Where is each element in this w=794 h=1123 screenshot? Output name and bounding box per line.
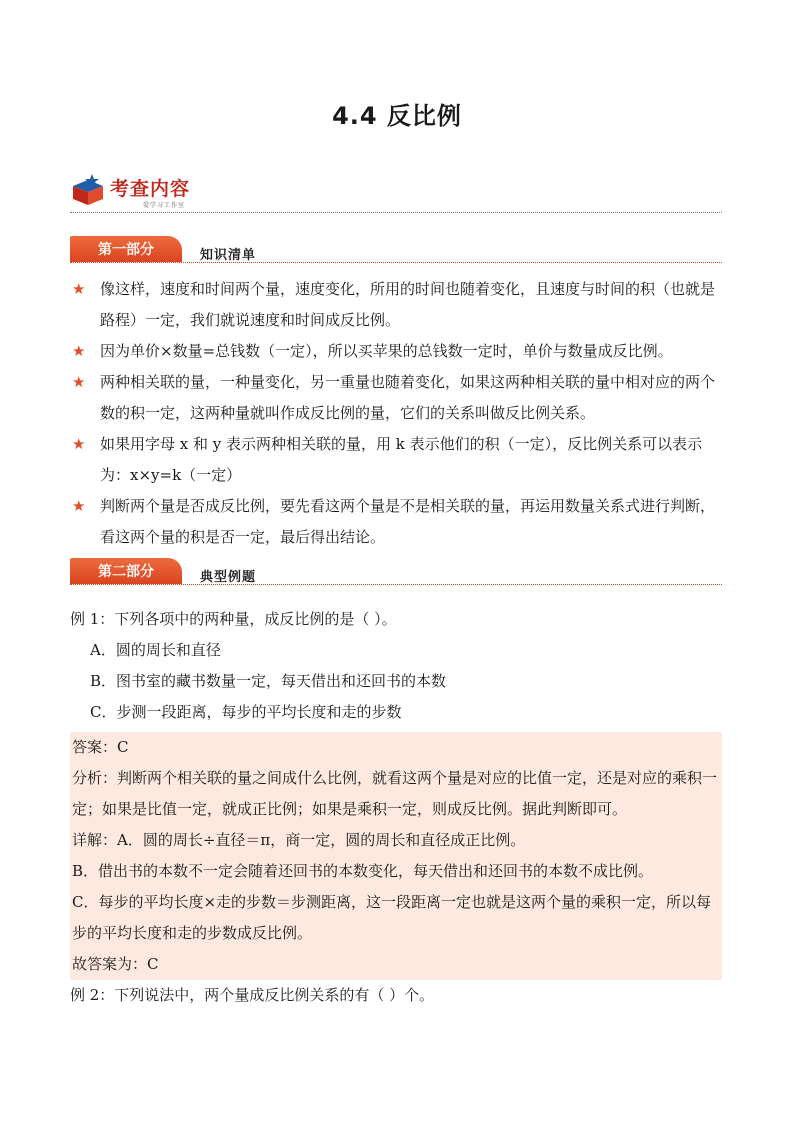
- section-2-header: [70, 558, 722, 588]
- section-1-tab: [70, 236, 182, 262]
- divider: [70, 212, 722, 213]
- answer: 答案：C: [72, 738, 129, 756]
- section-1-subtitle: 知识清单: [200, 248, 257, 263]
- example-2-question: 例 2：下列说法中，两个量成反比例关系的有（ ）个。: [70, 986, 435, 1004]
- list-item: ★ 判断两个量是否成反比例，要先看这两个量是不是相关联的量，再运用数量关系式进行判断，看这两个量的积是否一定，最后得出结论。: [70, 491, 722, 553]
- star-icon: ★: [72, 342, 86, 360]
- page-title: 4.4 反比例: [332, 102, 462, 130]
- star-icon: ★: [72, 373, 86, 391]
- analysis: 分析：判断两个相关联的量之间成什么比例，就看这两个量是对应的比值一定，还是对应的乘积一定；如果是比值一定，就成正比例；如果是乘积一定，则成反比例。据此判断即可。: [72, 769, 718, 818]
- section-2-tab: [70, 558, 182, 584]
- detail-b: B．借出书的本数不一定会随着还回书的本数变化，每天借出和还回书的本数不成比例。: [72, 862, 654, 880]
- example-1-option-b: B．图书室的藏书数量一定，每天借出和还回书的本数: [90, 672, 447, 690]
- logo-subtitle: 爱学习工作室: [143, 202, 186, 209]
- example-1-question: 例 1：下列各项中的两种量，成反比例的是（ ）。: [70, 610, 397, 628]
- star-icon: ★: [72, 280, 86, 298]
- section-1-header: [70, 236, 722, 266]
- star-icon: ★: [72, 435, 86, 453]
- section-logo: [70, 172, 210, 212]
- detail-c: C．每步的平均长度×走的步数＝步测距离，这一段距离一定也就是这两个量的乘积一定，所以每步的平均长度和走的步数成反比例。: [72, 893, 712, 942]
- book-star-icon: [70, 172, 106, 208]
- section-2-rule: [70, 584, 722, 585]
- section-2-subtitle: 典型例题: [200, 570, 257, 585]
- detail-a: 详解：A．圆的周长÷直径＝π，商一定，圆的周长和直径成正比例。: [72, 831, 526, 849]
- answer-box: [70, 732, 722, 980]
- list-item: ★ 两种相关联的量，一种量变化，另一重量也随着变化，如果这两种相关联的量中相对应的两个数的积一定，这两种量就叫作成反比例的量，它们的关系叫做反比例关系。: [70, 367, 722, 429]
- knowledge-list: [70, 274, 722, 553]
- final-answer: 故答案为：C: [72, 955, 159, 973]
- example-1-option-c: C．步测一段距离，每步的平均长度和走的步数: [90, 703, 402, 721]
- section-1-rule: [70, 262, 722, 263]
- list-item: ★ 如果用字母 x 和 y 表示两种相关联的量，用 k 表示他们的积（一定），反比例关系可以表示为：x×y=k（一定）: [70, 429, 722, 491]
- list-item: ★ 因为单价×数量=总钱数（一定），所以买苹果的总钱数一定时，单价与数量成反比例。: [70, 336, 722, 367]
- list-item: ★ 像这样，速度和时间两个量，速度变化，所用的时间也随着变化，且速度与时间的积（也就是路程）一定，我们就说速度和时间成反比例。: [70, 274, 722, 336]
- star-icon: ★: [72, 497, 86, 515]
- section-2-tab-label: 第二部分: [98, 564, 154, 580]
- section-1-tab-label: 第一部分: [98, 242, 154, 258]
- examples: [70, 604, 722, 1011]
- example-1-option-a: A．圆的周长和直径: [90, 641, 221, 659]
- logo-text: 考查内容: [110, 178, 191, 200]
